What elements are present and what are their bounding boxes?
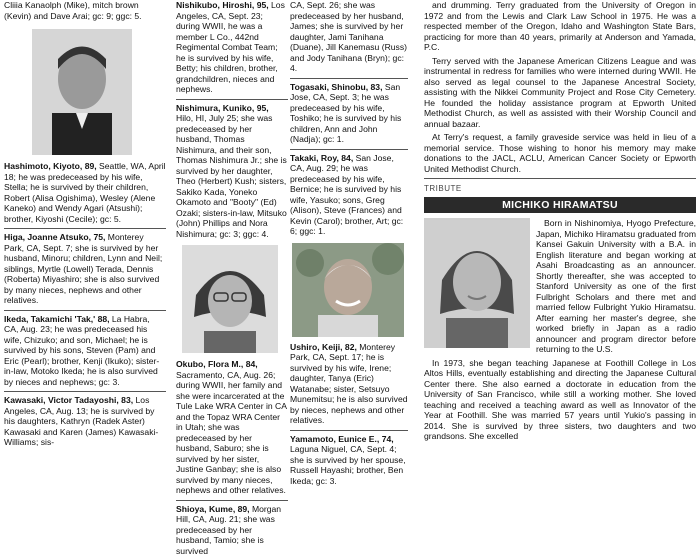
obituary-ikeda: Ikeda, Takamichi 'Tak,' 88, La Habra, CA, Aug. 23; he was predeceased his wife, Chizuko; and son, Michael; he is survived by his sons, Steven (Pam) and Eric (Pearl); brother, Kenji (Ikuko); sister-in-law, Motoko Ikeda; he is also survived by nieces and nephews; gc: 3. (4, 314, 166, 388)
tribute-name-banner: MICHIKO HIRAMATSU (424, 197, 696, 214)
obituary-text: At Terry's request, a family graveside service was held in lieu of a memorial service. Those wishing to honor his memory may make donations to the JACL, ACLU, American Cancer Society or Epworth United Methodist Church. (424, 132, 696, 174)
obituary-hashimoto: Hashimoto, Kiyoto, 89, Seattle, WA, April 18; he was predeceased by his wife, Stella; he is survived by their children, Robert (Alisa Ogishima), Wesley (Alene Kaneko) and Wendy Agari (Atsushi); brother, Kiyoshi (Cecile); gc: 5. (4, 161, 166, 224)
obituary-togasaki: Togasaki, Shinobu, 83, San Jose, CA, Sept. 3; he was predeceased by his wife, Toshiko; he is survived by his children, Ann and John (Nadja); gc: 1. (290, 82, 408, 145)
ushiro-photo (292, 243, 404, 337)
obituary-higa: Higa, Joanne Atsuko, 75, Monterey Park, CA, Sept. 7; she is survived by her husband, Minoru; children, Lynn and Neil; siblings, Myrtle (Lowell) Terada, Dennis (Roberta) Miyashiro; she is also survived by many nieces, nephews and other relatives. (4, 232, 166, 306)
obituary-column-4 (424, 0, 696, 405)
obituary-ushiro: Ushiro, Keiji, 82, Monterey Park, CA, Sept. 17; he is survived by his wife, Irene; daughter, Tanya (Eric) Watanabe; sister, Setsuyo Munemitsu; he is also survived by nieces, nephews and other relatives. (290, 342, 408, 426)
tribute-body (424, 218, 696, 358)
hashimoto-photo (32, 29, 132, 155)
obituary-okubo: Okubo, Flora M., 84, Sacramento, CA, Aug. 26; during WWII, her family and she were incarcerated at the Tule Lake WRA Center in CA and the Topaz WRA Center in Utah; she was predeceased by her husband, Saburo; she is survived by her sister, Justine Ganbay; she is also survived by many nieces, nephews and other relatives. (176, 359, 288, 496)
obituary-nishikubo: Nishikubo, Hiroshi, 95, Los Angeles, CA, Sept. 23; during WWII, he was a member L Co., 442nd Regimental Combat Team; he is survived by his wife, Betty; his children, brother, grandchildren, nieces and nephews. (176, 0, 288, 95)
obituary-text: Born in Nishinomiya, Hyogo Prefecture, Japan, Michiko Hiramatsu graduated from Kansei Gakuin University with a B.A. in English literature and began working at Asahi Broadcasting as an announcer. Shortly thereafter, she was accepted to Stanford University as one of the first Fulbright Scholars and there met and married fellow Fulbright Yukio Hiramatsu. After earning her master's degree, she worked briefly in Japan as a radio announcer and program director before returning to the U.S. (536, 218, 696, 355)
obituary-takaki: Takaki, Roy, 84, San Jose, CA, Aug. 29; he was predeceased by his wife, Bernice; he is survived by his wife, Yasuko; sons, Greg (Alison), Steve (Frances) and Kevin (Carol); brother, Art; gc: 6; ggc: 1. (290, 153, 408, 237)
obituary-text: Cliiia Kanaolph (Mike), mitch brown (Kevin) and Dave Arai; gc: 9; ggc: 5. (4, 0, 166, 21)
obituary-column-3 (290, 0, 408, 405)
okubo-photo (182, 245, 278, 353)
obituary-yamamoto: Yamamoto, Eunice E., 74, Laguna Niguel, CA, Sept. 4; she is survived by her spouse, Russell Hayashi; brother, Ben Ikeda; gc: 3. (290, 434, 408, 487)
tribute-label: TRIBUTE (424, 184, 696, 195)
obituary-column-2 (176, 0, 288, 405)
obituary-text: CA, Sept. 26; she was predeceased by her husband, James; she is survived by her daughter, Jami Tanihana (Duane), Jill Kanemasu (Russ) and Jody Tanihana (Bryn); gc: 4. (290, 0, 408, 74)
obituary-text: In 1973, she began teaching Japanese at Foothill College in Los Altos Hills, eventually establishing and directing the Japanese Cultural Center there. She also earned a doctorate in education from the University of San Francisco, while still a working mother. She loved teaching and received a teaching award as well as Innovator of the Year at Foothill. She was married 57 years until Yukio's passing in 2014. She is survived by three sisters, two daughters and two grandsons. She excelled (424, 358, 696, 442)
obituary-text: Terry served with the Japanese American Citizens League and was instrumental in redress for families who were interned during WWII. He also served as legal counsel to the Japanese Ancestral Society, assisting with the Nikkei Community Project and Rose City Cemetery. He founded the holiday assistance program at Epworth United Methodist Church, as well as assisted with their Worship Council and annual bazaar. (424, 56, 696, 130)
obituary-nishimura: Nishimura, Kuniko, 95, Hilo, HI, July 25; she was predeceased by her husband, Thomas Nishimura, and their son, Thomas Nishimura Jr.; she is survived by her daughter, Theo (Herbert) Kush; sisters, Sakiko Kada, Yoneko Okamoto and "Booty" (Ed) Ozaki; sisters-in-law, Mitsuko (John) Phillips and Nora Nishimura; gc: 3; ggc: 4. (176, 103, 288, 240)
hiramatsu-photo (424, 218, 530, 348)
obituary-shioya: Shioya, Kume, 89, Morgan Hill, CA, Aug. 21; she was predeceased by her husband, Tamio; she is survived (176, 504, 288, 556)
obituary-kawasaki: Kawasaki, Victor Tadayoshi, 83, Los Angeles, CA, Aug. 13; he is survived by his daughters, Kathryn (Radek Aster) Kawasaki and Karen (James) Kawasaki-Williams; sis- (4, 395, 166, 448)
obituary-text: and drumming. Terry graduated from the University of Oregon in 1972 and from the Lewis and Clark Law School in 1975. He was a respected member of the Oregon, Idaho and Washington State Bars, practicing for more than 40 years, primarily at Anderson and Yamada, P.C. (424, 0, 696, 53)
obituary-column-1 (4, 0, 166, 405)
